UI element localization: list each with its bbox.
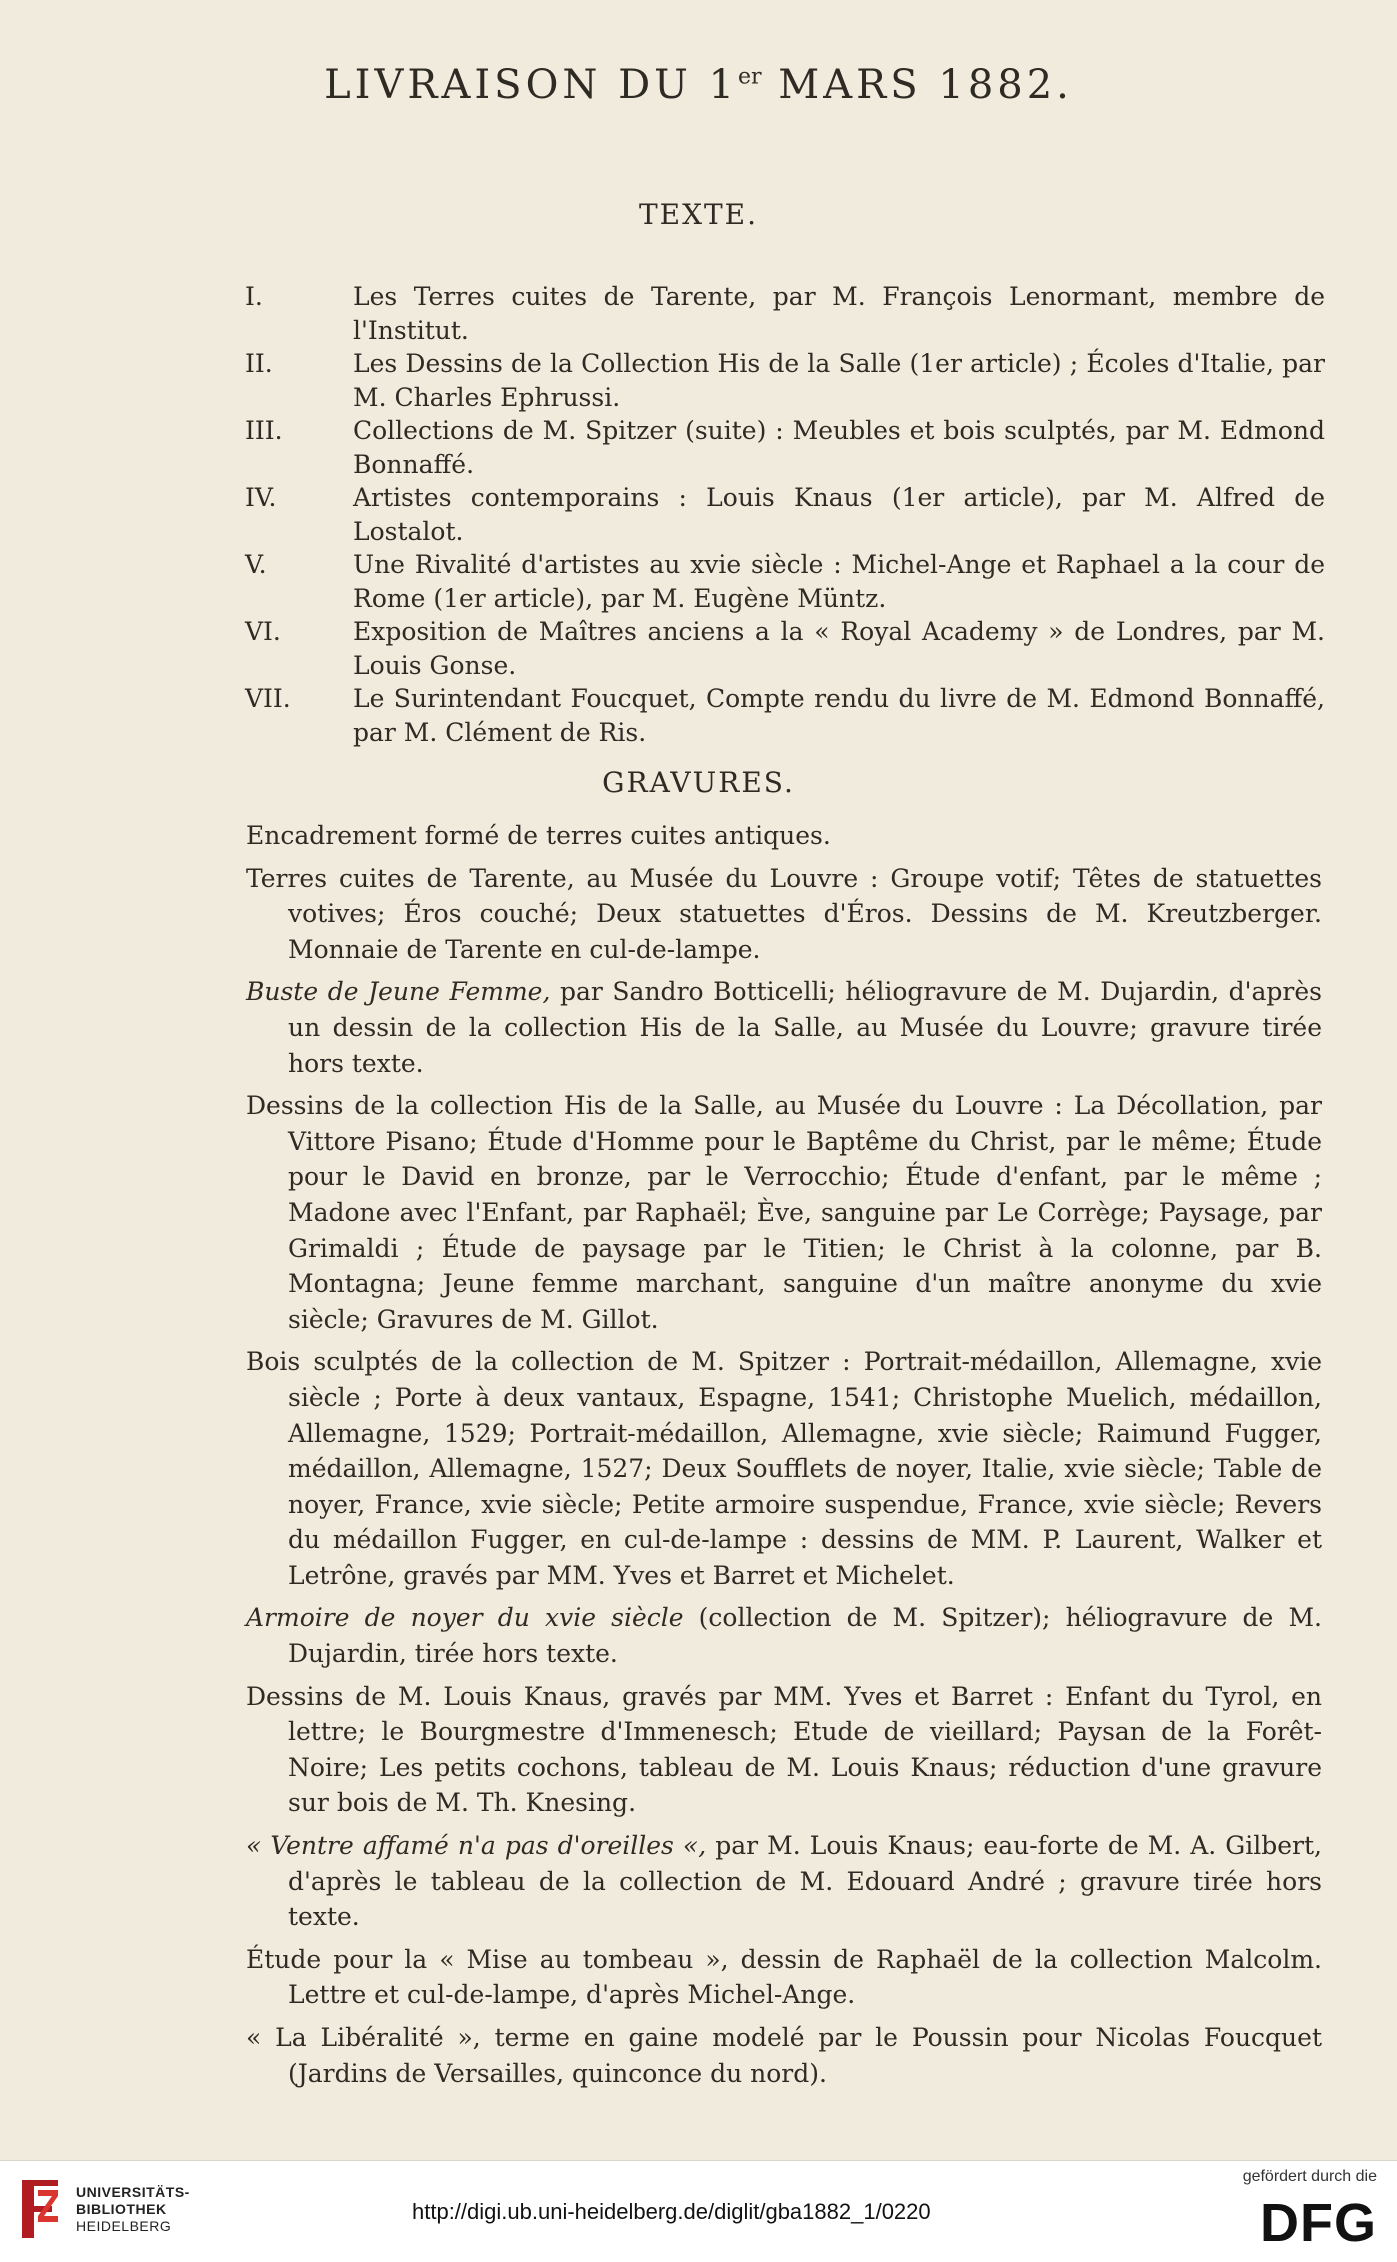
funded-by-label: gefördert durch die [1242, 2168, 1377, 2185]
toc-entry-number: V. [245, 550, 267, 579]
toc-entry-text: Artistes contemporains : Louis Knaus (1er article), par M. Alfred de Lostalot. [353, 483, 1325, 546]
gravure-paragraph [246, 1679, 1322, 1821]
gravure-description: Bois sculptés de la collection de M. Spitzer : Portrait-médaillon, Allemagne, xvie siècle ; Porte à deux vantaux, Espagne, 1541; Christophe Muelich, médaillon, Allemagne, 1529; Portrait-médaillon, Allemagne, xvie siècle; Raimund Fugger, médaillon, Allemagne, 1527; Deux Soufflets de noyer, Italie, xvie siècle; Table de noyer, France, xvie siècle; Petite armoire suspendue, France, xvie siècle; Revers du médaillon Fugger, en cul-de-lampe : dessins de MM. P. Laurent, Walker et Letrône, gravés par MM. Yves et Barret et Michelet. [246, 1347, 1322, 1590]
gravures-list [246, 818, 1322, 2098]
gravure-description: Étude pour la « Mise au tombeau », dessin de Raphaël de la collection Malcolm. Lettre et cul-de-lampe, d'après Michel-Ange. [246, 1944, 1322, 2010]
toc-entry-number: VII. [245, 684, 291, 713]
toc-entry [245, 481, 1325, 548]
library-logo-icon [18, 2176, 62, 2242]
gravure-paragraph [246, 818, 1322, 854]
texte-list [245, 280, 1325, 749]
gravure-paragraph [246, 861, 1322, 968]
gravure-description: Terres cuites de Tarente, au Musée du Louvre : Groupe votif; Têtes de statuettes votives; Éros couché; Deux statuettes d'Éros. Dessins de M. Kreutzberger. Monnaie de Tarente en cul-de-lampe. [246, 863, 1322, 964]
toc-entry-text: Les Dessins de la Collection His de la Salle (1er article) ; Écoles d'Italie, par M. Charles Ephrussi. [353, 349, 1325, 412]
gravure-paragraph [246, 2020, 1322, 2091]
gravure-description: par Sandro Botticelli; héliogravure de M. Dujardin, d'après un dessin de la collection His de la Salle, au Musée du Louvre; gravure tirée hors texte. [288, 977, 1323, 1078]
toc-entry-text: Une Rivalité d'artistes au xvie siècle : Michel-Ange et Raphael a la cour de Rome (1er article), par M. Eugène Müntz. [353, 550, 1325, 613]
dfg-logo: DFG [1260, 2193, 1377, 2253]
gravures-heading: GRAVURES. [602, 766, 795, 799]
institution-line-3: HEIDELBERG [76, 2218, 172, 2234]
gravure-paragraph [246, 974, 1322, 1081]
gravure-paragraph [246, 1942, 1322, 2013]
gravure-description: par M. Louis Knaus; eau-forte de M. A. Gilbert, d'après le tableau de la collection de M. Edouard André ; gravure tirée hors texte. [288, 1831, 1323, 1932]
gravure-description: Dessins de la collection His de la Salle, au Musée du Louvre : La Décollation, par Vittore Pisano; Étude d'Homme pour le Baptême du Christ, par le même; Étude pour le David en bronze, par le Verrocchio; Étude d'enfant, par le même ; Madone avec l'Enfant, par Raphaël; Ève, sanguine par Le Corrège; Paysage, par Grimaldi ; Étude de paysage par le Titien; le Christ à la colonne, par B. Montagna; Jeune femme marchant, sanguine d'un maître anonyme du xvie siècle; Gravures de M. Gillot. [246, 1091, 1322, 1334]
gravure-paragraph [246, 1828, 1322, 1935]
title-superscript: er [738, 64, 762, 90]
toc-entry [245, 347, 1325, 414]
page-title [0, 62, 1397, 108]
toc-entry [245, 414, 1325, 481]
toc-entry [245, 548, 1325, 615]
texte-heading: TEXTE. [638, 198, 759, 231]
title-date: MARS 1882. [761, 62, 1073, 108]
gravure-description: Encadrement formé de terres cuites antiques. [246, 821, 831, 850]
gravure-title: « Ventre affamé n'a pas d'oreilles «, [246, 1831, 707, 1861]
gravure-description: « La Libéralité », terme en gaine modelé par le Poussin pour Nicolas Foucquet (Jardins de Versailles, quinconce du nord). [246, 2023, 1322, 2088]
gravure-description: (collection de M. Spitzer); héliogravure de M. Dujardin, tirée hors texte. [288, 1603, 1322, 1669]
gravure-paragraph [246, 1088, 1322, 1337]
toc-entry [245, 280, 1325, 347]
gravure-title: Armoire de noyer du xvie siècle [246, 1603, 684, 1633]
toc-entry-text: Le Surintendant Foucquet, Compte rendu du livre de M. Edmond Bonnaffé, par M. Clément de Ris. [353, 684, 1325, 747]
toc-entry-number: VI. [245, 617, 281, 646]
toc-entry [245, 682, 1325, 749]
institution-line-2: BIBLIOTHEK [76, 2201, 167, 2217]
toc-entry-number: II. [245, 349, 273, 378]
toc-entry [245, 615, 1325, 682]
gravure-paragraph [246, 1344, 1322, 1593]
gravure-description: Dessins de M. Louis Knaus, gravés par MM. Yves et Barret : Enfant du Tyrol, en lettre; le Bourgmestre d'Immenesch; Etude de vieillard; Paysan de la Forêt-Noire; Les petits cochons, tableau de M. Louis Knaus; réduction d'une gravure sur bois de M. Th. Knesing. [246, 1681, 1322, 1818]
toc-entry-number: I. [245, 282, 263, 311]
source-url-link[interactable]: http://digi.ub.uni-heidelberg.de/diglit/gba1882_1/0220 [412, 2199, 931, 2224]
institution-name [76, 2184, 190, 2235]
toc-entry-text: Exposition de Maîtres anciens a la « Royal Academy » de Londres, par M. Louis Gonse. [353, 617, 1325, 680]
gravure-title: Buste de Jeune Femme, [246, 977, 551, 1007]
gravure-paragraph [246, 1600, 1322, 1671]
toc-entry-number: III. [245, 416, 283, 445]
toc-entry-number: IV. [245, 483, 277, 512]
toc-entry-text: Les Terres cuites de Tarente, par M. François Lenormant, membre de l'Institut. [353, 282, 1325, 345]
institution-line-1: UNIVERSITÄTS- [76, 2184, 190, 2200]
toc-entry-text: Collections de M. Spitzer (suite) : Meubles et bois sculptés, par M. Edmond Bonnaffé. [353, 416, 1325, 479]
title-text: LIVRAISON DU 1 [324, 62, 739, 108]
